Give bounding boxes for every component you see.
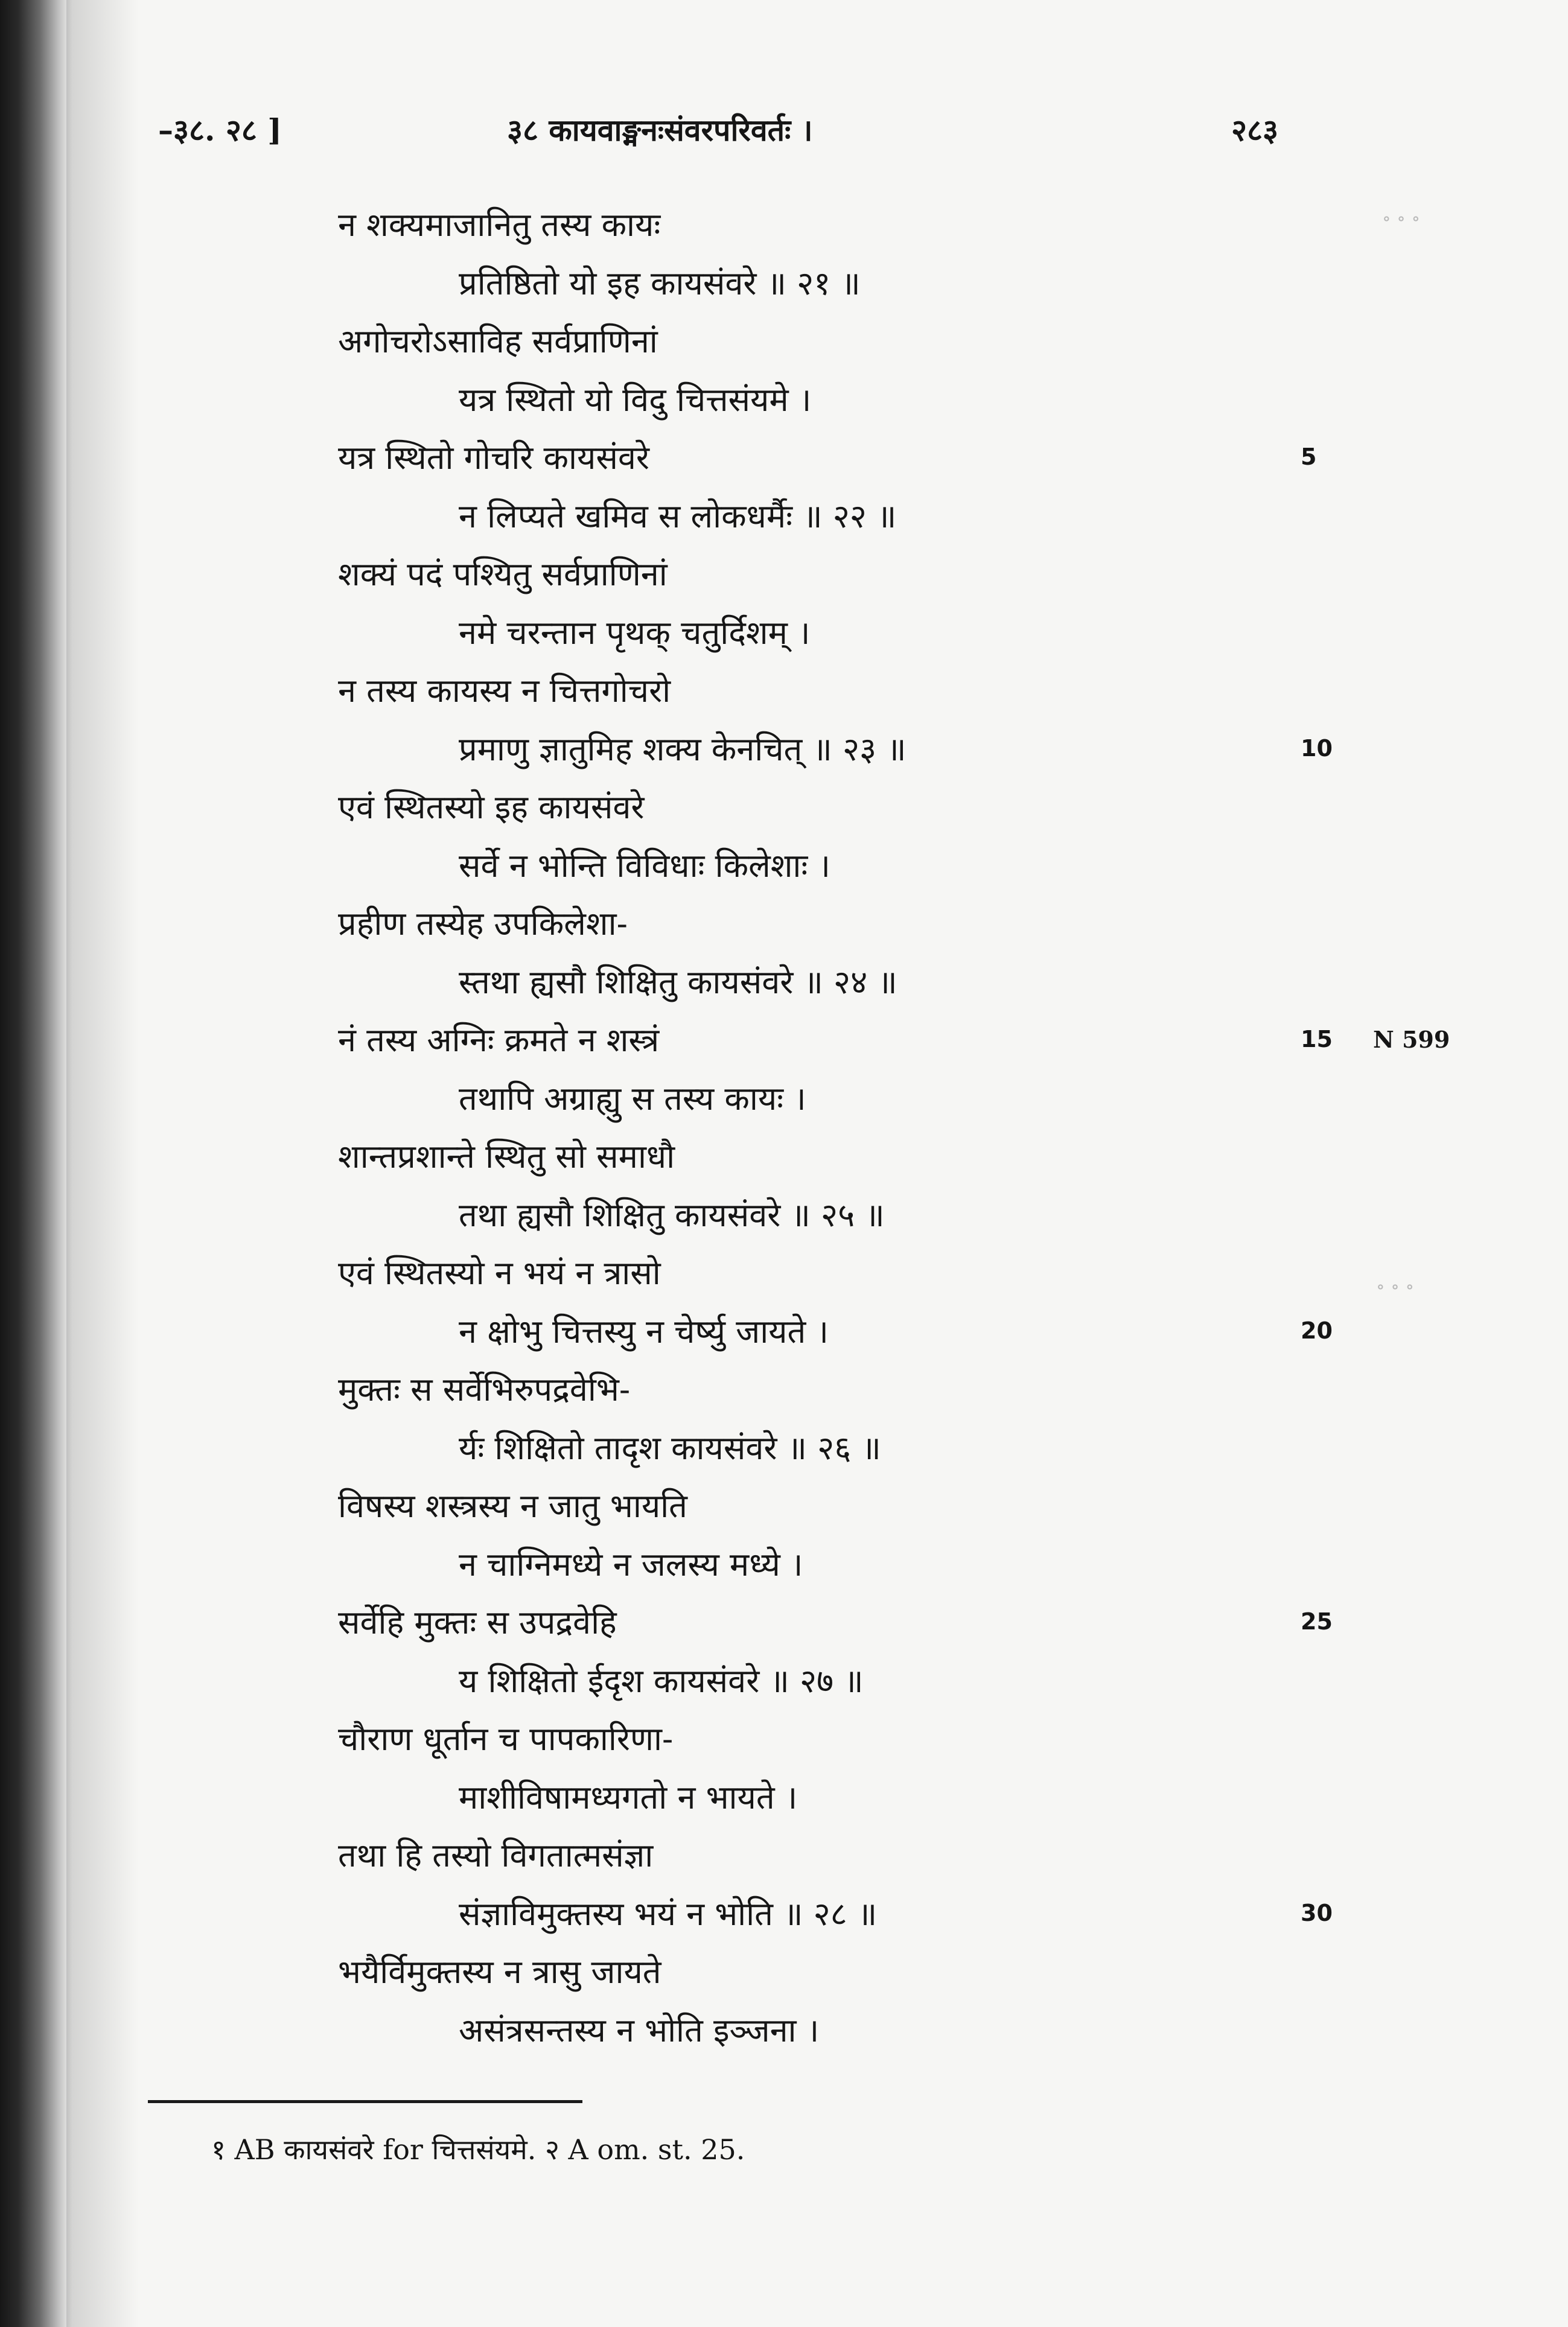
verse-line: अगोचरोऽसाविह सर्वप्राणिनां [338, 322, 658, 360]
verse-line: विषस्य शस्त्रस्य न जातु भायति [338, 1487, 687, 1525]
margin-reference: N 599 [1373, 1026, 1450, 1053]
verse-line: संज्ञाविमुक्तस्य भयं न भोति ॥ २८ ॥ [459, 1894, 878, 1933]
bleed-through-mark: ∘ ∘ ∘ [1376, 1276, 1415, 1297]
verse-line: सर्वे न भोन्ति विविधाः किलेशाः । [459, 846, 830, 885]
header-verse-range: –३८. २८ ] [158, 112, 282, 148]
verse-line: न क्षोभु चित्तस्यु न चेर्ष्यु जायते । [459, 1312, 829, 1351]
line-number-5: 5 [1301, 444, 1317, 470]
verse-line: तथा हि तस्यो विगतात्मसंज्ञा [338, 1836, 654, 1874]
verse-line: चौराण धूर्तान च पापकारिणा- [338, 1720, 674, 1758]
verse-line: तथापि अग्राह्यु स तस्य कायः । [459, 1079, 806, 1118]
verse-line: न लिप्यते खमिव स लोकधर्मैः ॥ २२ ॥ [459, 497, 897, 535]
footnote: १ AB कायसंवरे for चित्तसंयमे. २ A om. st. 25. [211, 2133, 745, 2166]
verse-line: न शक्यमाजानितु तस्य कायः [338, 206, 661, 244]
line-number-20: 20 [1301, 1317, 1333, 1344]
verse-line: असंत्रसन्तस्य न भोति इञ्जना । [459, 2011, 820, 2049]
verse-line: नं तस्य अग्निः क्रमते न शस्त्रं [338, 1021, 660, 1059]
bleed-through-mark: ∘ ∘ ∘ [1382, 208, 1421, 229]
verse-body [338, 196, 1243, 2060]
verse-line: भयैर्विमुक्तस्य न त्रासु जायते [338, 1953, 661, 1991]
verse-line: शान्तप्रशान्ते स्थितु सो समाधौ [338, 1138, 675, 1176]
verse-line: सर्वेहि मुक्तः स उपद्रवेहि [338, 1603, 617, 1641]
verse-line: शक्यं पदं पश्यितु सर्वप्राणिनां [338, 555, 668, 593]
verse-line: यत्र स्थितो गोचरि कायसंवरे [338, 439, 649, 477]
verse-line: न तस्य कायस्य न चित्तगोचरो [338, 672, 671, 710]
line-number-25: 25 [1301, 1608, 1333, 1635]
line-number-10: 10 [1301, 735, 1333, 762]
verse-line: मुक्तः स सर्वेभिरुपद्रवेभि- [338, 1370, 631, 1409]
verse-line: तथा ह्यसौ शिक्षितु कायसंवरे ॥ २५ ॥ [459, 1195, 885, 1234]
verse-line: प्रतिष्ठितो यो इह कायसंवरे ॥ २१ ॥ [459, 264, 861, 302]
verse-line: य शिक्षितो ईदृश कायसंवरे ॥ २७ ॥ [459, 1661, 864, 1700]
verse-line: र्यः शिक्षितो तादृश कायसंवरे ॥ २६ ॥ [459, 1428, 881, 1467]
verse-line: न चाग्निमध्ये न जलस्य मध्ये । [459, 1545, 803, 1584]
line-number-30: 30 [1301, 1900, 1333, 1926]
verse-line: स्तथा ह्यसौ शिक्षितु कायसंवरे ॥ २४ ॥ [459, 963, 897, 1001]
header-page-number: २८३ [1231, 112, 1278, 148]
header-chapter-title: ३८ कायवाङ्मनःसंवरपरिवर्तः । [507, 112, 813, 148]
verse-line: नमे चरन्तान पृथक् चतुर्दिशम् । [459, 613, 811, 652]
footnote-rule [148, 2100, 582, 2103]
verse-line: एवं स्थितस्यो न भयं न त्रासो [338, 1254, 661, 1292]
book-spine-shadow [0, 0, 72, 2327]
verse-line: प्रमाणु ज्ञातुमिह शक्य केनचित् ॥ २३ ॥ [459, 730, 907, 768]
book-spine-fade [66, 0, 139, 2327]
line-number-15: 15 [1301, 1026, 1333, 1052]
verse-line: एवं स्थितस्यो इह कायसंवरे [338, 788, 645, 826]
verse-line: माशीविषामध्यगतो न भायते । [459, 1778, 798, 1816]
verse-line: यत्र स्थितो यो विदु चित्तसंयमे । [459, 380, 812, 419]
verse-line: प्रहीण तस्येह उपकिलेशा- [338, 905, 628, 943]
